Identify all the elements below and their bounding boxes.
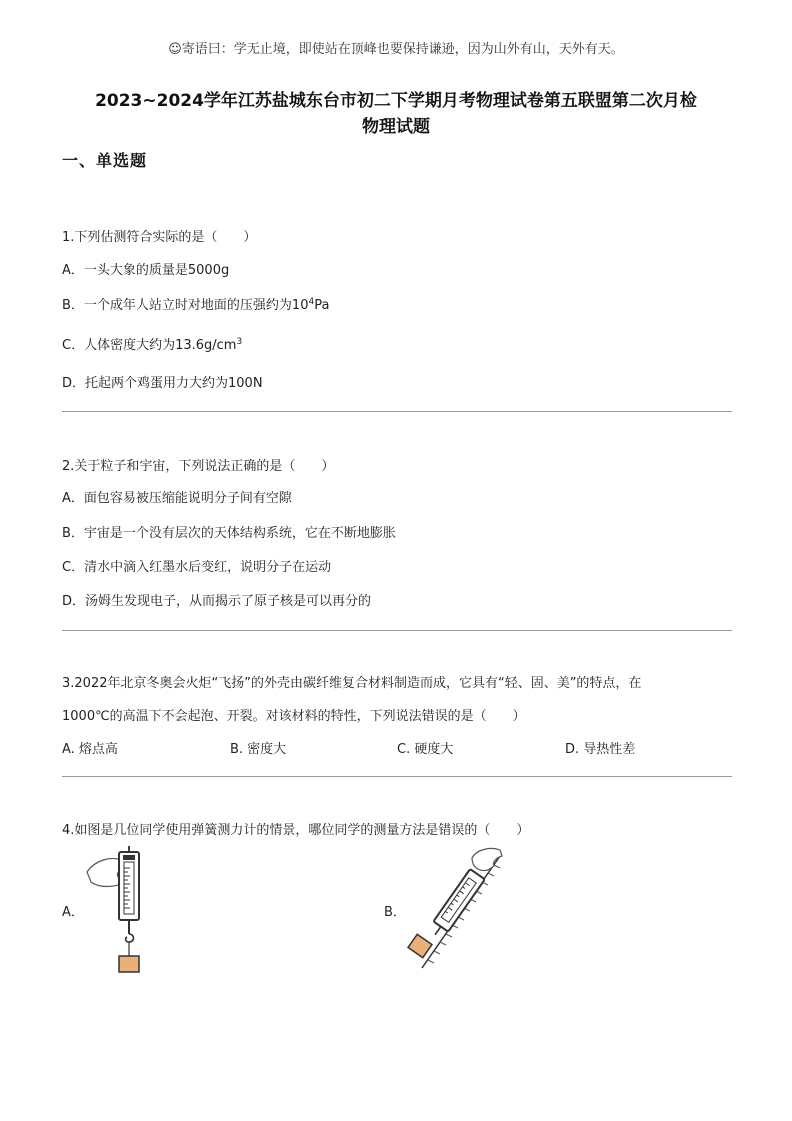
question-1-option-b[interactable] bbox=[62, 294, 329, 313]
question-1-stem: 1.下列估测符合实际的是（ ） bbox=[62, 230, 257, 245]
question-3-stem-line-1: 3.2022年北京冬奥会火炬“飞扬”的外壳由碳纤维复合材料制造而成，它具有“轻、固、美”的特点，在 bbox=[62, 676, 642, 691]
question-2-option-d[interactable]: D．汤姆生发现电子，从而揭示了原子核是可以再分的 bbox=[62, 594, 372, 609]
option-c-exponent: 3 bbox=[236, 337, 243, 347]
question-1-option-a[interactable]: A．一头大象的质量是5000g bbox=[62, 263, 230, 278]
option-c-text: C．人体密度大约为13.6g/cm bbox=[62, 338, 237, 353]
question-1-option-d[interactable]: D．托起两个鸡蛋用力大约为100N bbox=[62, 376, 263, 391]
spring-scale-vertical-figure bbox=[85, 842, 155, 977]
title-line-1: 2023~2024学年江苏盐城东台市初二下学期月考物理试卷第五联盟第二次月检 bbox=[95, 91, 697, 111]
question-1-option-c[interactable] bbox=[62, 334, 242, 353]
spring-scale-incline-figure bbox=[400, 842, 510, 972]
question-4-option-a-label[interactable]: A． bbox=[62, 905, 84, 920]
question-3-option-c[interactable]: C. 硬度大 bbox=[397, 742, 454, 757]
question-2-option-b[interactable]: B．宇宙是一个没有层次的天体结构系统，它在不断地膨胀 bbox=[62, 526, 396, 541]
question-4-stem: 4.如图是几位同学使用弹簧测力计的情景，哪位同学的测量方法是错误的（ ） bbox=[62, 823, 530, 838]
page-title bbox=[40, 88, 752, 140]
question-3-option-d[interactable]: D. 导热性差 bbox=[565, 742, 636, 757]
option-b-exponent: 4 bbox=[308, 297, 315, 307]
title-line-2: 物理试题 bbox=[362, 117, 430, 137]
question-4-option-b-label[interactable]: B． bbox=[384, 905, 406, 920]
divider bbox=[62, 630, 732, 631]
question-3-option-b[interactable]: B. 密度大 bbox=[230, 742, 287, 757]
question-2-stem: 2.关于粒子和宇宙，下列说法正确的是（ ） bbox=[62, 459, 335, 474]
motto-line: ☺寄语曰：学无止境，即使站在顶峰也要保持谦逊，因为山外有山，天外有天。 bbox=[168, 42, 624, 57]
question-2-option-a[interactable]: A．面包容易被压缩能说明分子间有空隙 bbox=[62, 491, 292, 506]
section-heading: 一、单选题 bbox=[62, 151, 148, 170]
option-b-text: B．一个成年人站立时对地面的压强约为10 bbox=[62, 298, 309, 313]
question-3-option-a[interactable]: A. 熔点高 bbox=[62, 742, 118, 757]
question-3-stem-line-2: 1000℃的高温下不会起泡、开裂。对该材料的特性，下列说法错误的是（ ） bbox=[62, 709, 526, 724]
question-2-option-c[interactable]: C．清水中滴入红墨水后变红，说明分子在运动 bbox=[62, 560, 332, 575]
divider bbox=[62, 776, 732, 777]
option-b-unit: Pa bbox=[314, 298, 330, 313]
divider bbox=[62, 411, 732, 412]
